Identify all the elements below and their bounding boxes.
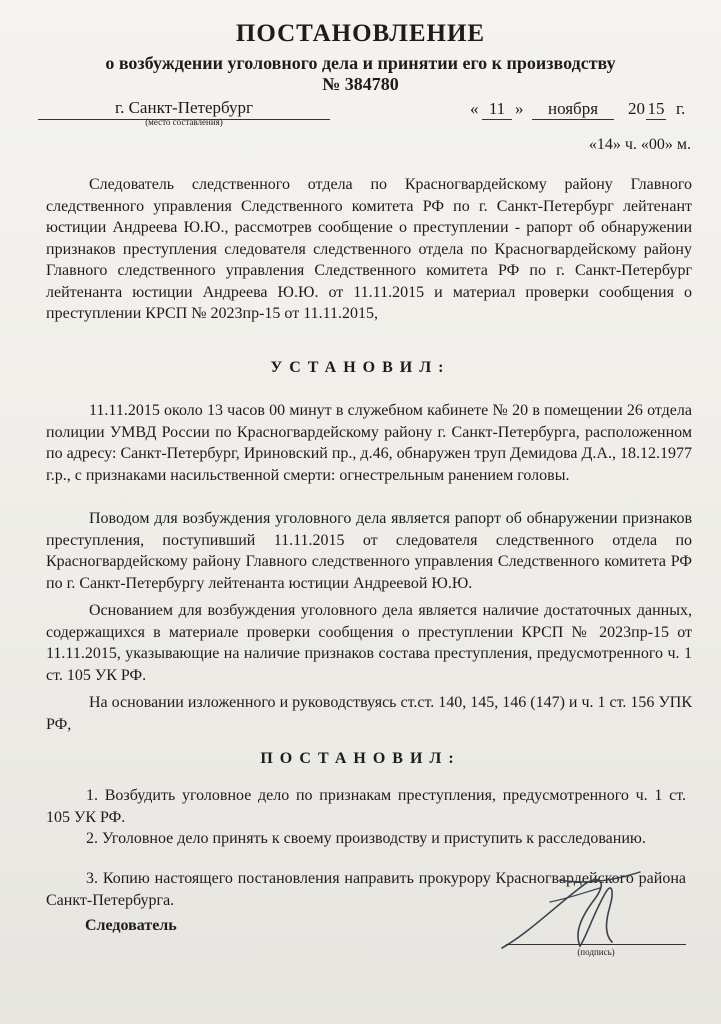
established-heading: УСТАНОВИЛ: [270,359,451,376]
place-of-issue: г. Санкт-Петербург [38,98,330,120]
place-caption: (место составления) [145,117,223,127]
date-close-quote: » [515,99,524,118]
time-of-issue: «14» ч. «00» м. [588,136,691,153]
date-month: ноября [532,99,614,120]
document-title: ПОСТАНОВЛЕНИЕ [235,20,486,47]
resolution-item-2: 2. Уголовное дело принять к своему производству и приступить к расследованию. [86,830,646,847]
handwritten-signature [490,862,690,957]
intro-paragraph: Следователь следственного отдела по Красногвардейскому району Главного следственного управления Следственного комитета РФ по г. Санкт-Петербург лейтенант юстиции Андреева Ю.Ю., рассмотрев сообщение о преступлении - рапорт об обнаружении признаков преступления следователя следственного отдела по Красногвардейскому району Главного следственного управления Следственного комитета РФ по г. Санкт-Петербург лейтенанта юстиции Андреева Ю.Ю. от 11.11.2015 и материал проверки сообщения о преступлении КРСП № 2023пр-15 от 11.11.2015, [46,176,692,322]
date-day: 11 [482,99,512,120]
document-subtitle: о возбуждении уголовного дела и принятии его к производству [105,53,616,73]
date-year-suffix: 15 [647,99,665,118]
signature-caption: (подпись) [577,947,615,957]
signature-line [506,944,686,945]
established-paragraph-3: Основанием для возбуждения уголовного дела является наличие достаточных данных, содержащихся в материале проверки сообщения о преступлении КРСП № 2023пр-15 от 11.11.2015, указывающие на наличие признаков состава преступления, предусмотренного ч. 1 ст. 105 УК РФ. [46,602,692,684]
established-paragraph-1: 11.11.2015 около 13 часов 00 минут в служебном кабинете № 20 в помещении 26 отдела полиции УМВД России по Красногвардейскому району г. Санкт-Петербурга, расположенном по адресу: Санкт-Петербург, Ириновский пр., д.46, обнаружен труп Демидова Д.А., 18.12.1977 г.р., с признаками насильственной смерти: огнестрельным ранением головы. [46,402,692,484]
established-paragraph-2: Поводом для возбуждения уголовного дела является рапорт об обнаружении признаков преступления, поступивший 11.11.2015 от следователя следственного отдела по Красногвардейскому району Главного следственного управления Следственного комитета РФ по г. Санкт-Петербургу лейтенанта юстиции Андреевой Ю.Ю. [46,510,692,592]
date-year-mark: г. [676,99,686,118]
resolved-heading: ПОСТАНОВИЛ: [260,750,461,767]
document-number: № 384780 [322,74,399,94]
date-open-quote: « [470,99,479,118]
resolution-item-3: 3. Копию настоящего постановления направить прокурору Красногвардейского района Санкт-Петербурга. [46,870,686,909]
resolution-item-1: 1. Возбудить уголовное дело по признакам преступления, предусмотренного ч. 1 ст. 105 УК РФ. [46,787,686,826]
established-paragraph-4: На основании изложенного и руководствуясь ст.ст. 140, 145, 146 (147) и ч. 1 ст. 156 УПК РФ, [46,694,692,733]
date-year-prefix: 20 [628,99,645,118]
signatory-label: Следователь [85,917,177,934]
